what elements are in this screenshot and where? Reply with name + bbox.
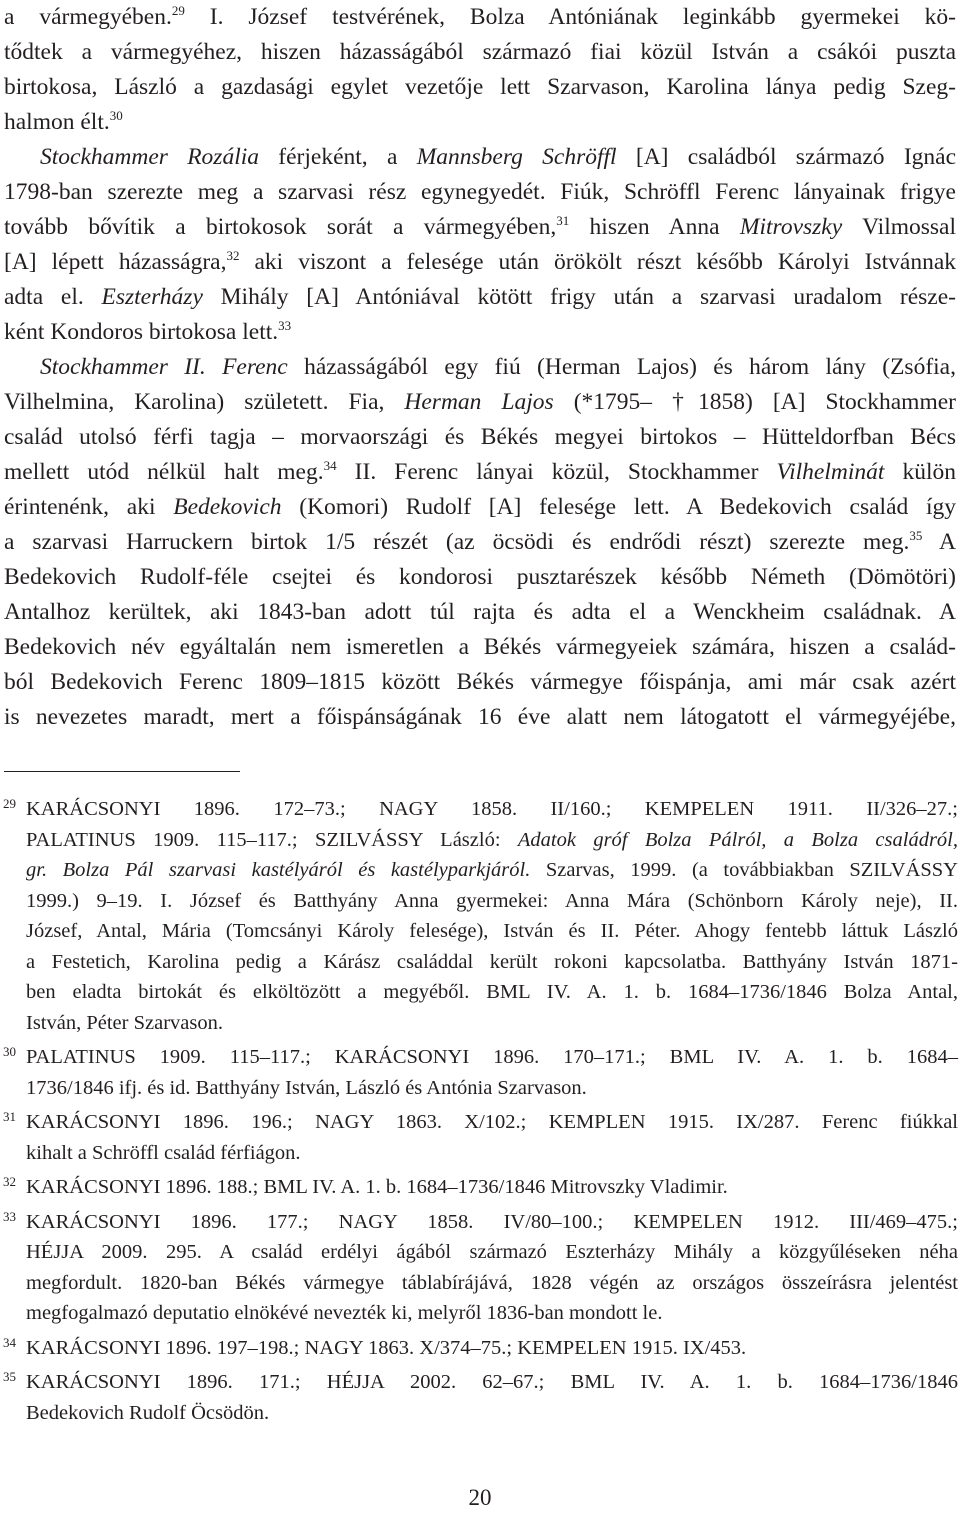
footnote-line: [26, 1367, 958, 1398]
footnote-line: [26, 977, 958, 1008]
body-line: [4, 70, 956, 105]
body-line: [4, 700, 956, 735]
footnote: [0, 1172, 958, 1203]
text-run: 1999.) 9–19. I. József és Batthyány Anna gyermekei: Anna Mára (Schönborn Károly neje), II.: [26, 889, 958, 912]
footnote-ref: 29: [171, 3, 185, 18]
text-run: József, Antal, Mária (Tomcsányi Károly felesége), István és II. Péter. Ahogy fentebb láttuk László: [26, 920, 958, 942]
text-run: II. Ferenc lányai közül, Stockhammer: [336, 459, 777, 485]
footnote-line: [26, 1107, 958, 1138]
body-line: [4, 385, 956, 420]
text-run: külön: [884, 459, 956, 485]
footnote-line: [26, 825, 958, 856]
body-line: [4, 35, 956, 70]
footnote-line: [26, 947, 958, 978]
text-run: ból Bedekovich Ferenc 1809–1815 között Békés vármegye főispánja, ami már csak azért: [4, 669, 956, 695]
body-line: [4, 560, 956, 595]
footnote-line: [26, 886, 958, 917]
body-line: [4, 455, 956, 490]
body-line: [4, 350, 956, 385]
text-run: KARÁCSONYI 1896. 171.; HÉJJA 2002. 62–67.; BML IV. A. 1. b. 1684–1736/1846: [26, 1371, 958, 1393]
footnote-ref: 34: [323, 458, 337, 473]
text-run: aki viszont a felesége után örökölt részt később Károlyi Istvánnak: [239, 249, 956, 275]
text-run: PALATINUS 1909. 115–117.; KARÁCSONYI 1896. 170–171.; BML IV. A. 1. b. 1684–: [26, 1046, 958, 1068]
body-text: [4, 0, 956, 735]
text-run: érintenénk, aki: [4, 494, 174, 520]
text-run: [A] lépett házasságra,: [4, 249, 227, 275]
text-run: halmon élt.: [4, 109, 110, 135]
page-number: 20: [468, 1485, 492, 1510]
footnote-line: [26, 916, 958, 947]
italic-text: Eszterházy: [101, 284, 203, 310]
body-line: [4, 210, 956, 245]
body-line: [4, 525, 956, 560]
footnote-line: [26, 1042, 958, 1073]
footnote-ref: 31: [556, 213, 570, 228]
text-run: család utolsó férfi tagja – morvaországi és Békés megyei birtokos – Hütteldorfban Bécs: [4, 424, 956, 450]
text-run: a vármegyében.: [4, 4, 172, 30]
footnote-number: 33: [3, 1208, 16, 1224]
footnote-line: [26, 1298, 958, 1329]
footnote: [0, 1207, 958, 1329]
text-run: férjeként, a: [259, 144, 417, 170]
text-run: (Komori) Rudolf [A] felesége lett. A Bedekovich család így: [281, 494, 957, 520]
italic-text: Vilhelminát: [776, 459, 885, 485]
footnote-number: 29: [3, 796, 16, 811]
footnote-line: [26, 1398, 958, 1429]
body-line: [4, 595, 956, 630]
italic-text: Adatok gróf Bolza Pálról, a Bolza családról,: [517, 828, 958, 851]
text-run: hiszen Anna: [569, 214, 740, 240]
text-run: birtokosa, László a gazdasági egylet vezetője lett Szarvason, Karolina lánya pedig Szeg-: [4, 74, 956, 100]
body-line: [4, 665, 956, 700]
italic-text: Stockhammer II. Ferenc: [40, 354, 288, 380]
body-line: [4, 315, 956, 350]
text-run: ben eladta birtokát és elköltözött a megyéből. BML IV. A. 1. b. 1684–1736/1846 Bolza Antal,: [26, 981, 958, 1003]
body-line: [4, 140, 956, 175]
footnote-number: 35: [3, 1369, 16, 1384]
text-run: 1736/1846 ifj. és id. Batthyány István, László és Antónia Szarvason.: [26, 1076, 587, 1099]
footnote: [0, 1333, 958, 1364]
text-run: KARÁCSONYI 1896. 196.; NAGY 1863. X/102.; KEMPLEN 1915. IX/287. Ferenc fiúkkal: [26, 1111, 958, 1133]
text-run: PALATINUS 1909. 115–117.; SZILVÁSSY László:: [26, 828, 518, 851]
footnote-ref: 30: [109, 108, 123, 123]
footnote-line: [26, 794, 958, 825]
text-run: KARÁCSONYI 1896. 197–198.; NAGY 1863. X/374–75.; KEMPELEN 1915. IX/453.: [26, 1336, 747, 1359]
text-run: a szarvasi Harruckern birtok 1/5 részét (az öcsödi és endrődi részt) szerezte meg.: [4, 529, 910, 555]
text-run: A: [922, 529, 956, 555]
body-line: [4, 280, 956, 315]
footnote-ref: 32: [226, 248, 240, 263]
footnotes: [0, 794, 958, 1428]
body-line: [4, 630, 956, 665]
footnote-number: 34: [3, 1334, 16, 1350]
italic-text: Stockhammer Rozália: [40, 144, 260, 170]
text-run: is nevezetes maradt, mert a főispánságának 16 éve alatt nem látogatott el vármegyéjébe,: [4, 704, 956, 730]
footnote-line: [26, 855, 958, 886]
text-run: adta el.: [4, 284, 102, 310]
text-run: kihalt a Schröffl család férfiágon.: [26, 1141, 301, 1164]
text-run: tődtek a vármegyéhez, hiszen házasságából származó fiai közül István a csákói puszta: [4, 39, 956, 65]
body-line: [4, 0, 956, 35]
footnote-number: 30: [3, 1044, 16, 1059]
footnote-line: [26, 1237, 958, 1268]
footnote-line: [26, 1073, 958, 1104]
italic-text: Mannsberg Schröffl: [416, 144, 617, 170]
text-run: megfordult. 1820-ban Békés vármegye táblabírájává, 1828 végén az országos összeírásra jelentést: [26, 1271, 958, 1294]
footnote-line: [26, 1268, 958, 1299]
footnote: [0, 1042, 958, 1103]
text-run: Vilhelmina, Karolina) született. Fia,: [4, 389, 405, 415]
footnote-number: 31: [3, 1109, 16, 1124]
italic-text: Herman Lajos: [404, 389, 554, 415]
body-line: [4, 490, 956, 525]
body-line: [4, 420, 956, 455]
footnote-ref: 33: [278, 318, 292, 333]
text-run: 1798-ban szerezte meg a szarvasi rész egynegyedét. Fiúk, Schröffl Ferenc lányainak frigye: [4, 179, 956, 205]
text-run: Vilmossal: [842, 214, 956, 240]
text-run: HÉJJA 2009. 295. A család erdélyi ágából származó Eszterházy Mihály a közgyűléseken néha: [26, 1241, 958, 1263]
text-run: KARÁCSONYI 1896. 172–73.; NAGY 1858. II/160.; KEMPELEN 1911. II/326–27.;: [26, 798, 958, 820]
text-run: Bedekovich Rudolf Öcsödön.: [26, 1401, 270, 1424]
footnote: [0, 1367, 958, 1428]
footnote: [0, 794, 958, 1038]
body-line: [4, 245, 956, 280]
body-line: [4, 175, 956, 210]
text-run: Mihály [A] Antóniával kötött frigy után a szarvasi uradalom része-: [202, 284, 956, 310]
footnote: [0, 1107, 958, 1168]
italic-text: gr. Bolza Pál szarvasi kastélyáról és kastélyparkjáról.: [26, 859, 531, 881]
footnote-ref: 35: [909, 528, 923, 543]
text-run: megfogalmazó deputatio elnökévé nevezték ki, melyről 1836-ban mondott le.: [26, 1302, 663, 1324]
footnote-line: [26, 1008, 958, 1039]
italic-text: Bedekovich: [173, 494, 282, 520]
footnote-line: [26, 1207, 958, 1238]
text-run: I. József testvérének, Bolza Antóniának leginkább gyermekei kö-: [184, 4, 956, 30]
text-run: (*1795– †1858) [A] Stockhammer: [553, 389, 956, 415]
text-run: Szarvas, 1999. (a továbbiakban SZILVÁSSY: [530, 859, 958, 881]
text-run: a Festetich, Karolina pedig a Kárász családdal került rokoni kapcsolatba. Batthyány István 1871-: [26, 950, 958, 973]
text-run: Bedekovich Rudolf-féle csejtei és kondorosi pusztarészek később Németh (Dömötöri): [4, 564, 956, 590]
text-run: KARÁCSONYI 1896. 188.; BML IV. A. 1. b. 1684–1736/1846 Mitrovszky Vladimir.: [26, 1176, 728, 1198]
footnote-separator: [4, 771, 240, 772]
footnote-number: 32: [3, 1174, 16, 1189]
text-run: Bedekovich név egyáltalán nem ismeretlen a Békés vármegyeiek számára, hiszen a család-: [4, 634, 956, 660]
footnote-line: [26, 1138, 958, 1169]
text-run: házasságából egy fiú (Herman Lajos) és három lány (Zsófia,: [287, 354, 956, 380]
body-line: [4, 105, 956, 140]
text-run: KARÁCSONYI 1896. 177.; NAGY 1858. IV/80–100.; KEMPELEN 1912. III/469–475.;: [26, 1210, 958, 1233]
text-run: mellett utód nélkül halt meg.: [4, 459, 324, 485]
italic-text: Mitrovszky: [739, 214, 843, 240]
footnote-line: [26, 1333, 958, 1364]
text-run: Antalhoz kerültek, aki 1843-ban adott túl rajta és adta el a Wenckheim családnak. A: [4, 599, 956, 625]
text-run: tovább bővítik a birtokosok sorát a vármegyében,: [4, 214, 557, 240]
footnote-line: [26, 1172, 958, 1203]
text-run: István, Péter Szarvason.: [26, 1011, 223, 1034]
text-run: ként Kondoros birtokosa lett.: [4, 319, 279, 345]
text-run: [A] családból származó Ignác: [616, 144, 957, 170]
